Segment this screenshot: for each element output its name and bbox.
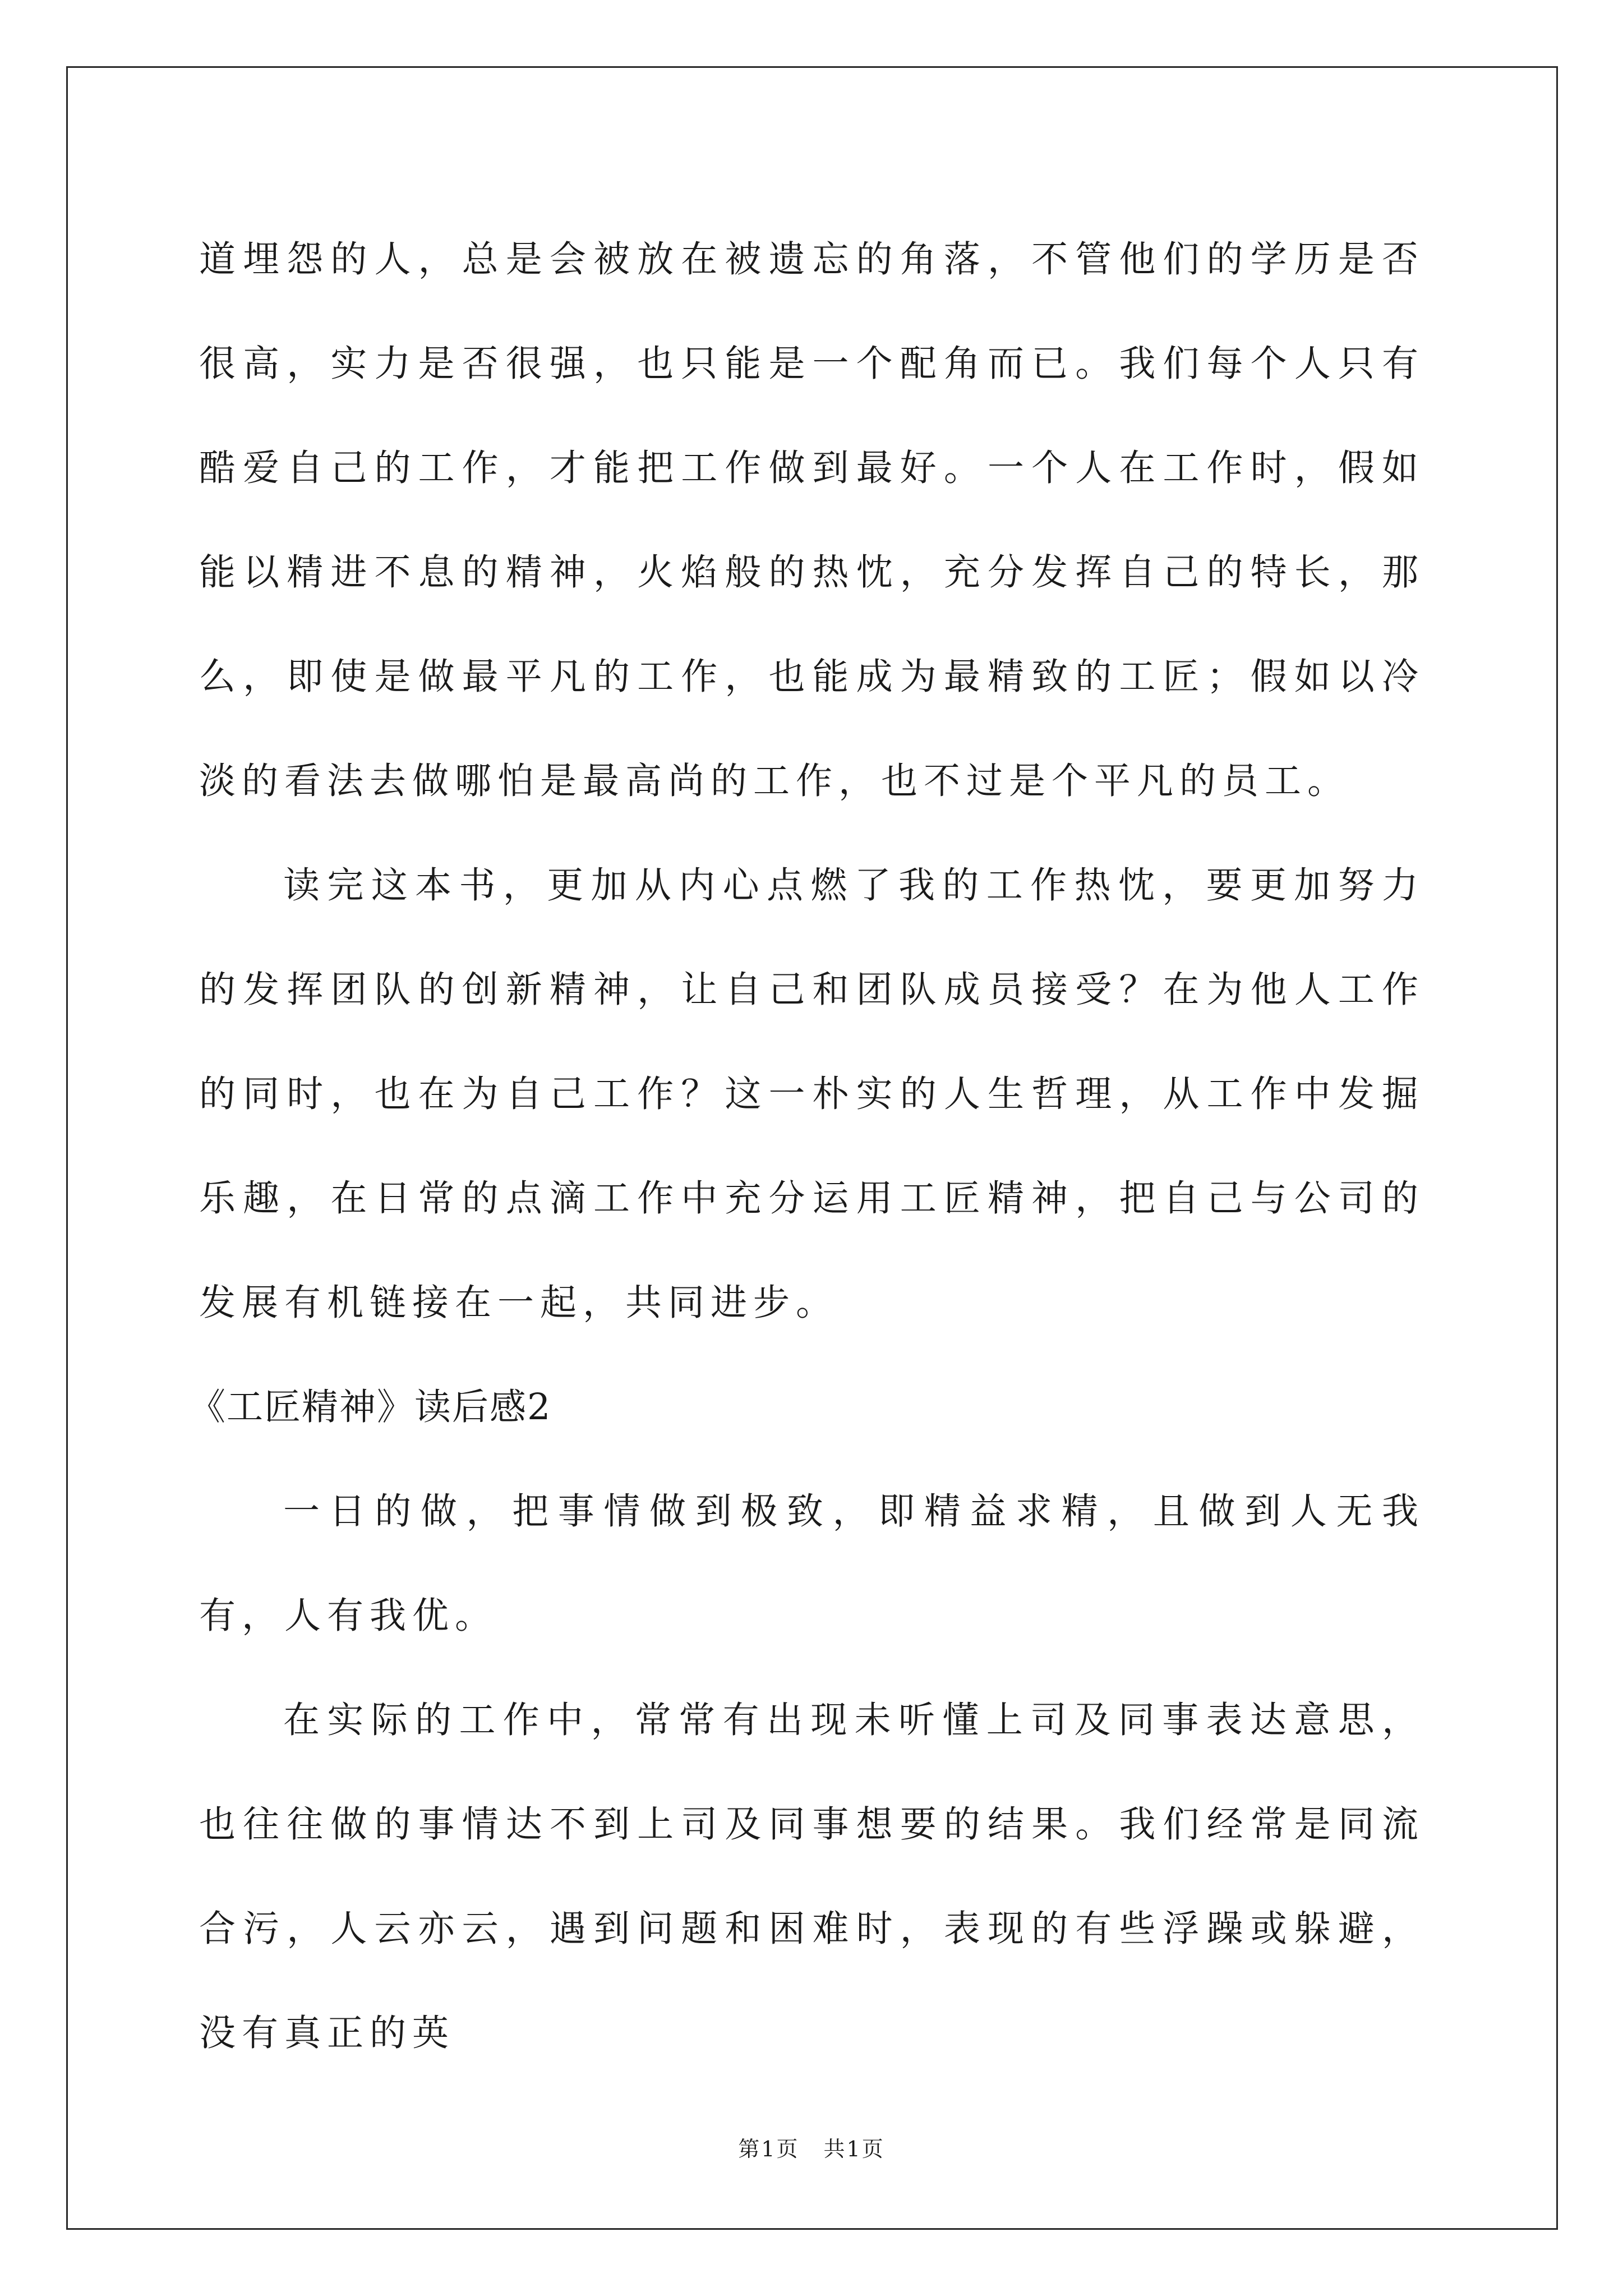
section-heading: 《工匠精神》读后感2 bbox=[189, 1386, 552, 1428]
paragraph-2: 读完这本书，更加从内心点燃了我的工作热忱，要更加努力的发挥团队的创新精神，让自己和团队成员接受？在为他人工作的同时，也在为自己工作？这一朴实的人生哲理，从工作中发掘乐趣，在日常的点滴工作中充分运用工匠精神，把自己与公司的发展有机链接在一起，共同进步。 bbox=[199, 864, 1424, 1324]
paragraph-4: 在实际的工作中，常常有出现未听懂上司及同事表达意思，也往往做的事情达不到上司及同事想要的结果。我们经常是同流合污，人云亦云，遇到问题和困难时，表现的有些浮躁或躲避，没有真正的英 bbox=[199, 1699, 1424, 2054]
document-body bbox=[189, 208, 1424, 2086]
page-footer bbox=[0, 2132, 1623, 2162]
paragraph-1: 道埋怨的人，总是会被放在被遗忘的角落，不管他们的学历是否很高，实力是否很强，也只能是一个配角而已。我们每个人只有酷爱自己的工作，才能把工作做到最好。一个人在工作时，假如能以精进不息的精神，火焰般的热忱，充分发挥自己的特长，那么，即使是做最平凡的工作，也能成为最精致的工匠；假如以冷淡的看法去做哪怕是最高尚的工作，也不过是个平凡的员工。 bbox=[199, 238, 1424, 802]
paragraph-3: 一日的做，把事情做到极致，即精益求精，且做到人无我有，人有我优。 bbox=[199, 1490, 1424, 1637]
page-total: 共1页 bbox=[823, 2137, 885, 2161]
page-number: 第1页 bbox=[738, 2137, 800, 2161]
